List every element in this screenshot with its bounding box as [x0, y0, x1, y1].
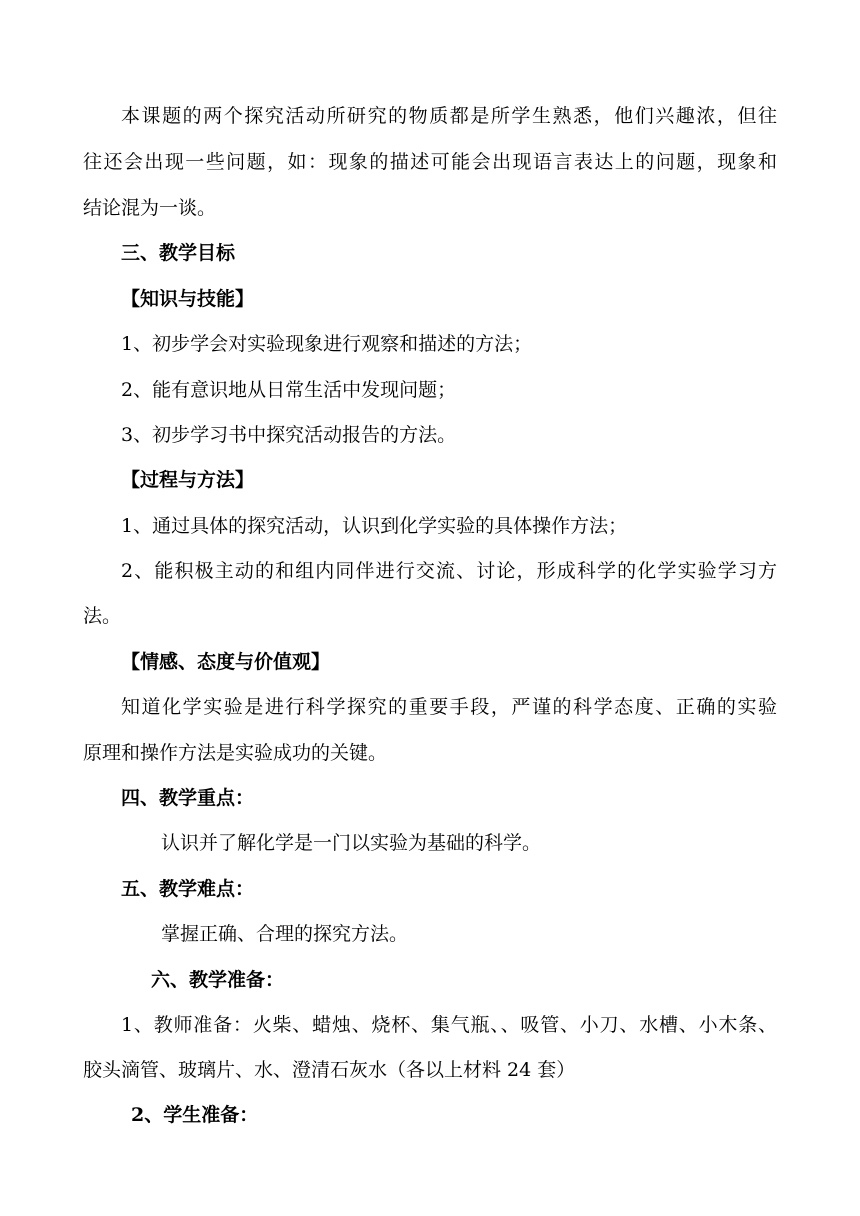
section-5-heading: 五、教学难点：	[121, 878, 255, 900]
process-item-1: 1、通过具体的探究活动，认识到化学实验的具体操作方法；	[121, 515, 628, 537]
section-5-content: 掌握正确、合理的探究方法。	[161, 923, 409, 945]
knowledge-item-2: 2、能有意识地从日常生活中发现问题；	[121, 379, 457, 401]
emotion-line-1: 知道化学实验是进行科学探究的重要手段，严谨的科学态度、正确的实验	[121, 696, 777, 718]
knowledge-item-1: 1、初步学会对实验现象进行观察和描述的方法；	[121, 333, 533, 355]
section-4-heading: 四、教学重点：	[121, 787, 255, 809]
process-item-2-line-1: 2、能积极主动的和组内同伴进行交流、讨论，形成科学的化学实验学习方	[121, 560, 777, 582]
section-3-heading: 三、教学目标	[121, 242, 236, 264]
teacher-prep-line-2: 胶头滴管、玻璃片、水、澄清石灰水（各以上材料 24 套）	[83, 1059, 576, 1081]
section-4-content: 认识并了解化学是一门以实验为基础的科学。	[161, 832, 542, 854]
emotion-values-heading: 【情感、态度与价值观】	[121, 651, 331, 673]
process-item-2-line-2: 法。	[83, 605, 122, 627]
knowledge-skills-heading: 【知识与技能】	[121, 288, 255, 310]
intro-line-2: 往还会出现一些问题，如：现象的描述可能会出现语言表达上的问题，现象和	[83, 151, 777, 173]
intro-line-3: 结论混为一谈。	[83, 197, 217, 219]
teacher-prep-line-1: 1、教师准备：火柴、蜡烛、烧杯、集气瓶、、吸管、小刀、水槽、小木条、	[121, 1014, 777, 1036]
student-prep-heading: 2、学生准备：	[131, 1104, 259, 1126]
emotion-line-2: 原理和操作方法是实验成功的关键。	[83, 742, 388, 764]
knowledge-item-3: 3、初步学习书中探究活动报告的方法。	[121, 424, 457, 446]
intro-line-1: 本课题的两个探究活动所研究的物质都是所学生熟悉，他们兴趣浓，但往	[121, 105, 777, 127]
process-methods-heading: 【过程与方法】	[121, 469, 255, 491]
section-6-heading: 六、教学准备：	[151, 969, 285, 991]
